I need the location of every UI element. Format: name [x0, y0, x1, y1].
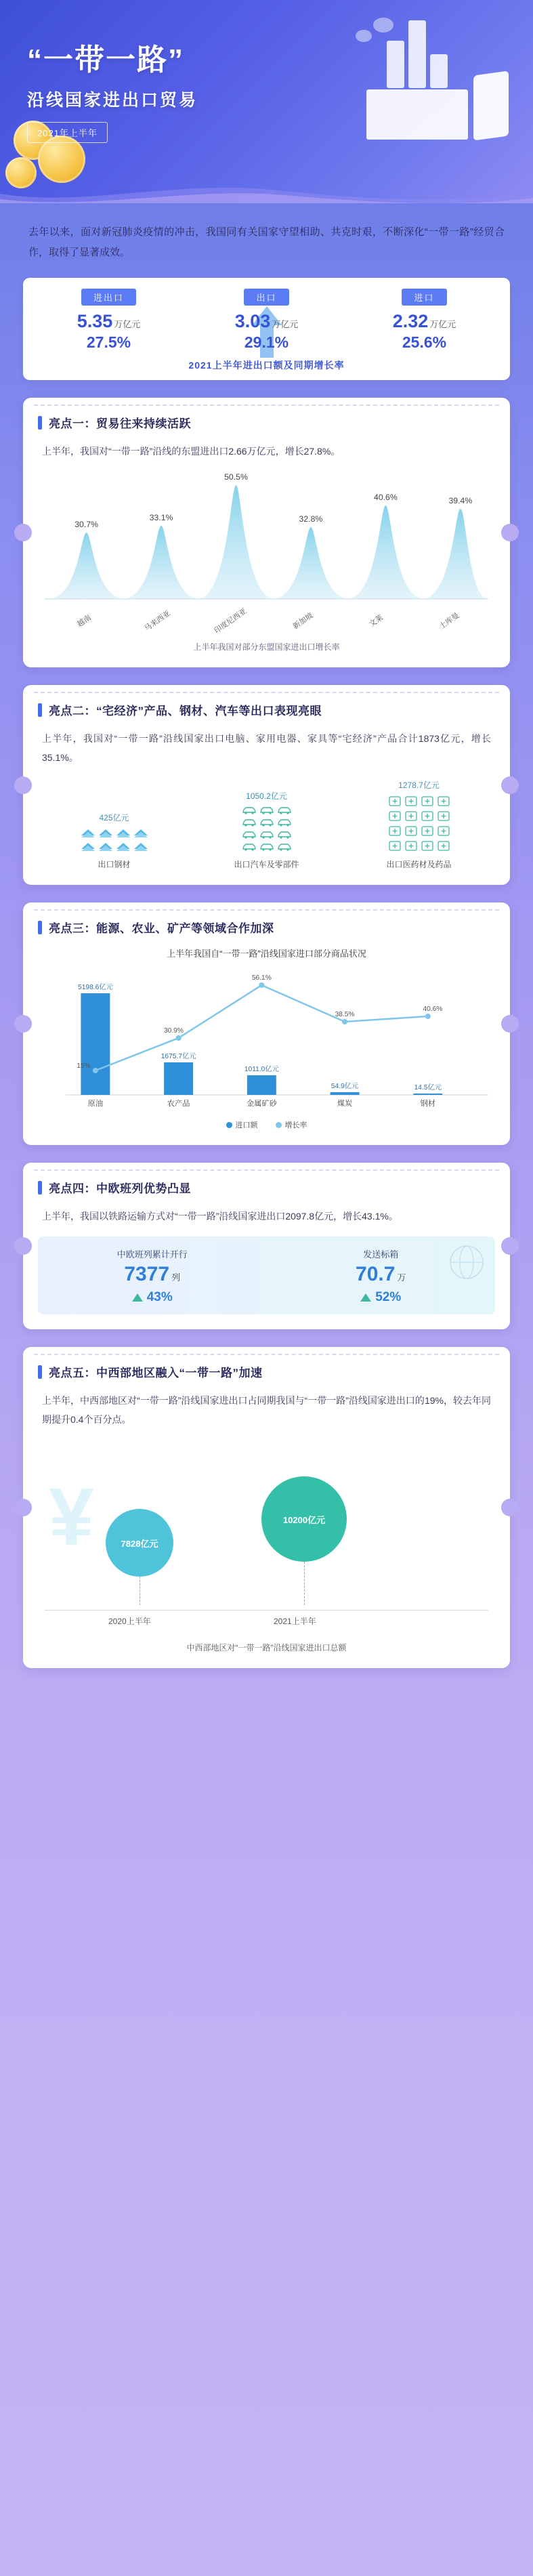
stat-change — [267, 1290, 496, 1305]
svg-text:钢材: 钢材 — [420, 1100, 436, 1108]
picto-icon-row — [388, 795, 450, 807]
car-icon — [277, 806, 292, 815]
medicine-box-icon — [437, 795, 450, 807]
card-title — [38, 701, 495, 718]
svg-text:15%: 15% — [77, 1062, 91, 1070]
chart-pictogram — [38, 779, 495, 870]
stat-label: 中欧班列累计开行 — [116, 1249, 188, 1260]
card-title — [38, 919, 495, 936]
card-highlight-2 — [23, 685, 510, 885]
kpi-value — [345, 311, 503, 332]
bubble-2021: 10200亿元 — [261, 1476, 347, 1562]
card-title-text: 亮点二：“宅经济”产品、钢材、汽车等出口表现亮眼 — [49, 705, 322, 718]
x-tick-label: 土库曼 — [438, 611, 461, 631]
card-highlight-3 — [23, 902, 510, 1145]
period-badge: 2021年上半年 — [27, 122, 108, 143]
steel-coil-icon — [81, 841, 95, 852]
steel-coil-icon — [81, 827, 95, 838]
axis-baseline — [45, 1610, 488, 1611]
svg-text:煤炭: 煤炭 — [337, 1100, 353, 1108]
x-tick-label: 印度尼西亚 — [213, 607, 249, 636]
x-tick-label: 马来西亚 — [142, 609, 172, 633]
x-tick-label: 2021上半年 — [274, 1617, 316, 1626]
svg-text:1011.0亿元: 1011.0亿元 — [244, 1066, 279, 1073]
car-icon — [259, 818, 274, 827]
kpi-number: 3.03 — [234, 311, 271, 331]
steel-coil-icon — [98, 827, 113, 838]
car-icon — [277, 842, 292, 852]
svg-text:40.6%: 40.6% — [374, 493, 398, 502]
picto-value-label: 1050.2亿元 — [246, 791, 287, 801]
picto-value-label: 1278.7亿元 — [398, 781, 440, 790]
svg-text:56.1%: 56.1% — [251, 974, 272, 982]
up-triangle-icon — [132, 1293, 143, 1302]
medicine-box-icon — [404, 839, 418, 852]
stat-change — [38, 1290, 267, 1305]
kpi-label: 出口 — [244, 289, 289, 306]
factory-base-icon — [366, 89, 468, 140]
title-bar-icon — [38, 921, 42, 934]
svg-text:原油: 原油 — [87, 1100, 104, 1108]
card-title-text: 亮点四：中欧班列优势凸显 — [49, 1182, 191, 1195]
title-bar-icon — [38, 703, 42, 717]
picto-col-auto — [194, 790, 340, 870]
car-icon — [242, 818, 257, 827]
factory-block-icon — [408, 20, 426, 88]
wave-divider-icon — [0, 178, 533, 203]
intro-paragraph: 去年以来，面对新冠肺炎疫情的冲击，我国同有关国家守望相助、共克时艰，不断深化“一带一路”经贸合作，取得了显著成效。 — [28, 226, 505, 258]
bubble-2020: 7828亿元 — [106, 1509, 173, 1577]
x-tick-label: 新加坡 — [292, 611, 315, 631]
picto-icon-row — [242, 842, 292, 852]
stat-change-value: 52% — [375, 1290, 402, 1304]
title-bar-icon — [38, 416, 42, 430]
globe-icon — [446, 1242, 487, 1283]
x-tick-label: 文莱 — [368, 613, 385, 629]
stat-unit: 列 — [171, 1272, 181, 1283]
up-triangle-icon — [360, 1293, 371, 1302]
legend-label: 增长率 — [284, 1121, 307, 1129]
chart-caption: 上半年我国对部分东盟国家进出口增长率 — [193, 642, 340, 652]
kpi-value — [188, 311, 345, 332]
car-icon — [259, 806, 274, 815]
picto-icon-row — [388, 825, 450, 837]
picto-category-label: 出口医药材及药品 — [386, 860, 452, 869]
medicine-box-icon — [421, 795, 434, 807]
legend-item-growth — [276, 1119, 307, 1130]
svg-text:54.9亿元: 54.9亿元 — [331, 1083, 359, 1090]
car-icon — [259, 842, 274, 852]
car-icon — [242, 806, 257, 815]
header-title-group — [27, 35, 198, 143]
kpi-growth: 27.5% — [86, 333, 131, 351]
car-icon — [242, 830, 257, 839]
picto-category-label: 出口钢材 — [98, 860, 131, 869]
svg-text:14.5亿元: 14.5亿元 — [414, 1084, 442, 1092]
svg-text:农产品: 农产品 — [167, 1100, 190, 1108]
svg-text:32.8%: 32.8% — [299, 514, 323, 524]
kpi-unit: 万亿元 — [114, 319, 141, 329]
svg-text:39.4%: 39.4% — [448, 496, 473, 505]
factory-block-icon — [430, 54, 448, 88]
picto-icon-stack — [194, 806, 340, 852]
bubble-stem — [304, 1562, 305, 1605]
stat-item-trains — [38, 1247, 267, 1305]
kpi-growth: 25.6% — [402, 333, 447, 351]
card-title — [38, 1363, 495, 1380]
car-icon — [259, 830, 274, 839]
bell-chart-xlabels — [38, 607, 495, 636]
chart-bubble — [38, 1436, 495, 1639]
yen-symbol-icon: ¥ — [49, 1472, 94, 1562]
chart-legend — [38, 1119, 495, 1130]
title-bar-icon — [38, 1365, 42, 1379]
x-tick-label: 2020上半年 — [108, 1617, 151, 1626]
picto-icon-row — [242, 830, 292, 839]
kpi-footer-note: 2021上半年进出口额及同期增长率 — [188, 360, 345, 371]
kpi-value — [30, 311, 188, 332]
medicine-box-icon — [437, 825, 450, 837]
smoke-decoration — [356, 30, 372, 42]
card-body-text: 上半年，我国对“一带一路”沿线的东盟进出口2.66万亿元，增长27.8%。 — [42, 446, 341, 457]
page-subtitle: 沿线国家进出口贸易 — [27, 91, 198, 110]
legend-color-swatch — [226, 1122, 232, 1128]
kpi-unit: 万亿元 — [272, 319, 299, 329]
card-body-text: 上半年，我国以铁路运输方式对“一带一路”沿线国家进出口2097.8亿元，增长43.1%。 — [42, 1211, 398, 1222]
medicine-box-icon — [437, 839, 450, 852]
chart-subtitle: 上半年我国自“一带一路”沿线国家进口部分商品状况 — [167, 949, 366, 959]
chart-caption: 中西部地区对“一带一路”沿线国家进出口总额 — [186, 1643, 347, 1653]
svg-text:金属矿砂: 金属矿砂 — [246, 1100, 277, 1108]
kpi-unit: 万亿元 — [429, 319, 456, 329]
car-icon — [277, 830, 292, 839]
kpi-label: 进出口 — [81, 289, 136, 306]
dashed-divider — [34, 1169, 499, 1171]
stat-band — [38, 1237, 495, 1314]
picto-icon-row — [81, 827, 148, 838]
stat-unit: 万 — [397, 1272, 406, 1283]
kpi-label: 进口 — [402, 289, 446, 306]
medicine-box-icon — [421, 825, 434, 837]
picto-col-steel — [41, 812, 188, 870]
smoke-decoration — [373, 18, 393, 33]
chart-bell-curves — [38, 470, 495, 636]
page-title: “一带一路” — [27, 43, 184, 77]
stat-value — [38, 1263, 267, 1286]
picto-value-label: 425亿元 — [99, 813, 129, 823]
medicine-box-icon — [404, 795, 418, 807]
stat-number: 7377 — [124, 1263, 170, 1285]
medicine-box-icon — [404, 825, 418, 837]
stat-label: 发送标箱 — [363, 1249, 399, 1260]
card-title-text: 亮点五：中西部地区融入“一带一路”加速 — [49, 1367, 263, 1379]
kpi-number: 2.32 — [392, 311, 429, 331]
kpi-row — [30, 289, 503, 352]
scroll-icon — [473, 70, 509, 140]
svg-text:40.6%: 40.6% — [423, 1005, 443, 1013]
bell-chart-svg — [38, 470, 495, 612]
medicine-box-icon — [388, 825, 402, 837]
kpi-item-impexp — [30, 289, 188, 352]
picto-icon-row — [242, 818, 292, 827]
svg-text:38.5%: 38.5% — [335, 1011, 355, 1018]
svg-text:30.9%: 30.9% — [163, 1027, 184, 1035]
kpi-number: 5.35 — [77, 311, 113, 331]
legend-color-swatch — [276, 1122, 282, 1128]
svg-text:50.5%: 50.5% — [224, 472, 248, 482]
kpi-item-import — [345, 289, 503, 352]
header-banner — [0, 0, 533, 203]
medicine-box-icon — [388, 810, 402, 822]
medicine-box-icon — [421, 810, 434, 822]
card-highlight-1 — [23, 398, 510, 667]
car-icon — [277, 818, 292, 827]
kpi-panel — [23, 278, 510, 380]
card-body-text: 上半年，中西部地区对“一带一路”沿线国家进出口占同期我国与“一带一路”沿线国家进出口的19%，较去年同期提升0.4个百分点。 — [42, 1395, 491, 1425]
card-highlight-5 — [23, 1347, 510, 1668]
x-tick-label: 越南 — [76, 613, 93, 629]
dashed-divider — [34, 404, 499, 406]
medicine-box-icon — [437, 810, 450, 822]
svg-text:30.7%: 30.7% — [74, 520, 98, 529]
dashed-divider — [34, 692, 499, 693]
svg-text:5198.6亿元: 5198.6亿元 — [78, 984, 113, 991]
steel-coil-icon — [98, 841, 113, 852]
title-bar-icon — [38, 1181, 42, 1194]
card-title-text: 亮点一：贸易往来持续活跃 — [49, 417, 191, 430]
kpi-growth: 29.1% — [244, 333, 289, 351]
chart-combo-bar-line — [38, 962, 495, 1118]
stat-change-value: 43% — [146, 1290, 173, 1304]
dashed-divider — [34, 1354, 499, 1355]
steel-coil-icon — [133, 841, 148, 852]
steel-coil-icon — [116, 841, 131, 852]
dashed-divider — [34, 909, 499, 911]
picto-col-medicine — [346, 779, 492, 870]
picto-icon-stack — [41, 827, 188, 852]
picto-category-label: 出口汽车及零部件 — [234, 860, 299, 869]
card-title — [38, 414, 495, 431]
svg-text:33.1%: 33.1% — [149, 513, 173, 522]
kpi-item-export — [188, 289, 345, 352]
picto-icon-row — [242, 806, 292, 815]
picto-icon-row — [388, 810, 450, 822]
legend-label: 进口额 — [235, 1121, 258, 1129]
steel-coil-icon — [133, 827, 148, 838]
svg-text:1675.7亿元: 1675.7亿元 — [161, 1053, 196, 1060]
steel-coil-icon — [116, 827, 131, 838]
picto-icon-stack — [346, 795, 492, 852]
medicine-box-icon — [421, 839, 434, 852]
card-title — [38, 1179, 495, 1196]
card-body-text: 上半年，我国对“一带一路”沿线国家出口电脑、家用电器、家具等“宅经济”产品合计1873亿元，增长35.1%。 — [42, 733, 491, 763]
card-highlight-4 — [23, 1163, 510, 1329]
car-icon — [242, 842, 257, 852]
medicine-box-icon — [388, 839, 402, 852]
picto-icon-row — [81, 841, 148, 852]
medicine-box-icon — [388, 795, 402, 807]
stat-number: 70.7 — [356, 1263, 396, 1285]
picto-icon-row — [388, 839, 450, 852]
legend-item-import — [226, 1119, 258, 1130]
medicine-box-icon — [404, 810, 418, 822]
factory-block-icon — [387, 41, 404, 88]
card-title-text: 亮点三：能源、农业、矿产等领域合作加深 — [49, 922, 274, 935]
